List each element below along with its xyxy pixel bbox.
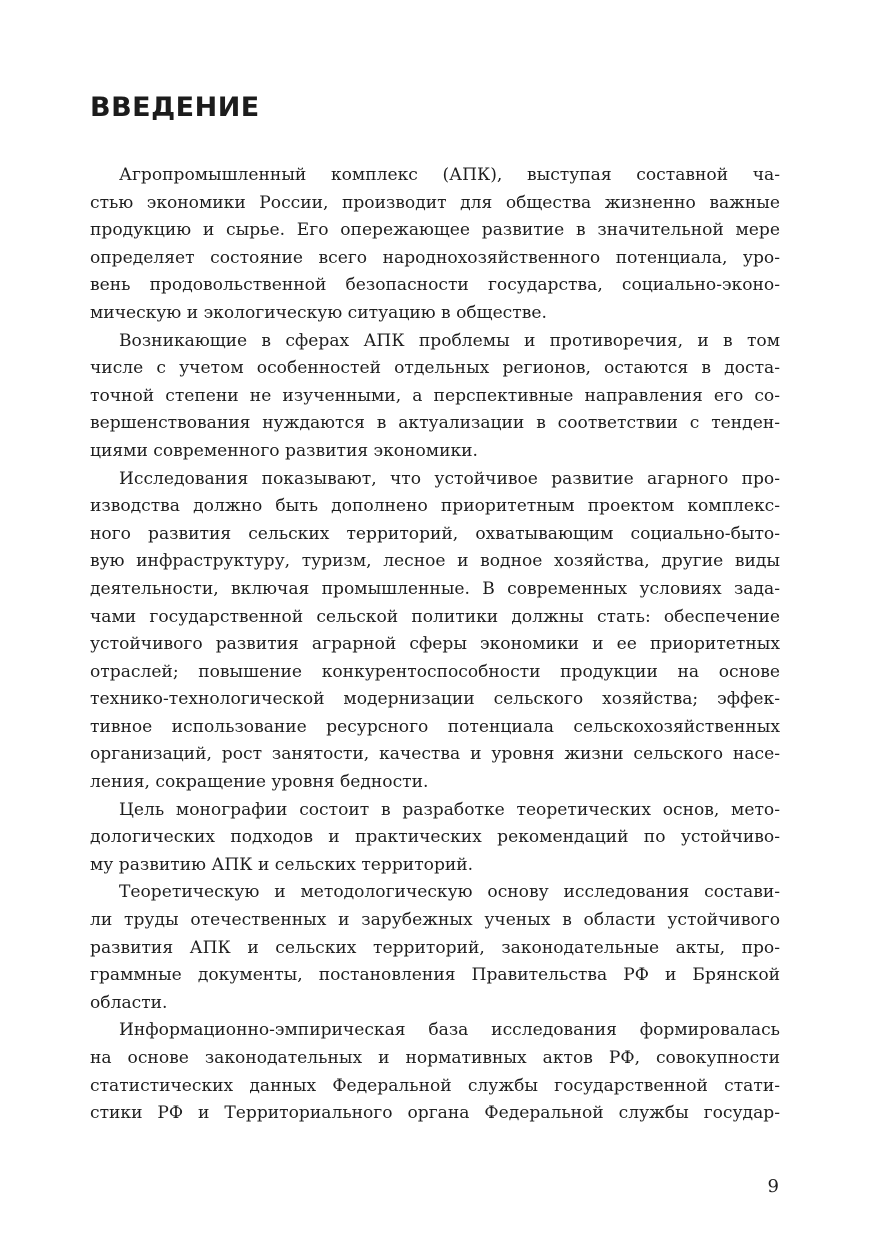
page-title: ВВЕДЕНИЕ <box>90 92 260 123</box>
text-line: вершенствования нуждаются в актуализации в соответствии с тенден- <box>90 413 780 434</box>
text-line: Исследования показывают, что устойчивое развитие агарного про- <box>119 468 780 489</box>
text-line: ного развития сельских территорий, охватывающим социально-быто- <box>90 523 780 544</box>
text-line: технико-технологической модернизации сельского хозяйства; эффек- <box>90 689 780 710</box>
text-line: чами государственной сельской политики должны стать: обеспечение <box>90 606 780 627</box>
text-line: Агропромышленный комплекс (АПК), выступая составной ча- <box>119 165 780 185</box>
text-line: статистических данных Федеральной службы государственной стати- <box>90 1075 780 1096</box>
text-line: устойчивого развития аграрной сферы экономики и ее приоритетных <box>90 634 780 655</box>
text-line: на основе законодательных и нормативных актов РФ, совокупности <box>90 1048 780 1068</box>
text-line: точной степени не изученными, а перспективные направления его со- <box>90 385 780 406</box>
text-line: вень продовольственной безопасности государства, социально-эконо- <box>90 275 780 296</box>
text-line: му развитию АПК и сельских территорий. <box>90 854 474 875</box>
text-line: циями современного развития экономики. <box>90 440 478 461</box>
paragraph <box>90 879 780 1017</box>
text-line: отраслей; повышение конкурентоспособности продукции на основе <box>90 661 780 682</box>
text-line: развития АПК и сельских территорий, законодательные акты, про- <box>90 937 780 958</box>
text-line: ления, сокращение уровня бедности. <box>90 772 429 793</box>
text-line: стью экономики России, производит для общества жизненно важные <box>90 192 780 213</box>
text-line: мическую и экологическую ситуацию в обществе. <box>90 302 547 323</box>
text-line: числе с учетом особенностей отдельных регионов, остаются в доста- <box>90 358 780 379</box>
text-line: дологических подходов и практических рекомендаций по устойчиво- <box>90 827 780 848</box>
page-number: 9 <box>767 1176 779 1197</box>
text-line: Теоретическую и методологическую основу исследования состави- <box>119 882 780 903</box>
text-line: вую инфраструктуру, туризм, лесное и водное хозяйства, другие виды <box>90 551 780 572</box>
paragraph <box>90 162 780 328</box>
paragraph <box>90 466 780 797</box>
text-line: деятельности, включая промышленные. В современных условиях зада- <box>90 578 780 599</box>
text-line: Информационно-эмпирическая база исследования формировалась <box>119 1020 780 1041</box>
paragraph <box>90 1017 780 1127</box>
paragraph <box>90 797 780 880</box>
text-line: области. <box>90 992 168 1013</box>
body-text <box>90 162 780 1128</box>
text-line: организаций, рост занятости, качества и уровня жизни сельского насе- <box>90 744 780 765</box>
text-line: стики РФ и Территориального органа Федеральной службы государ- <box>90 1103 780 1124</box>
text-line: ли труды отечественных и зарубежных ученых в области устойчивого <box>90 910 780 931</box>
text-line: Возникающие в сферах АПК проблемы и противоречия, и в том <box>119 330 780 351</box>
text-line: изводства должно быть дополнено приоритетным проектом комплекс- <box>90 496 780 517</box>
paragraph <box>90 328 780 466</box>
text-line: тивное использование ресурсного потенциала сельскохозяйственных <box>90 716 780 737</box>
text-line: определяет состояние всего народнохозяйственного потенциала, уро- <box>90 247 780 268</box>
text-line: граммные документы, постановления Правительства РФ и Брянской <box>90 965 780 986</box>
text-line: Цель монографии состоит в разработке теоретических основ, мето- <box>119 799 780 820</box>
text-line: продукцию и сырье. Его опережающее развитие в значительной мере <box>90 220 780 241</box>
